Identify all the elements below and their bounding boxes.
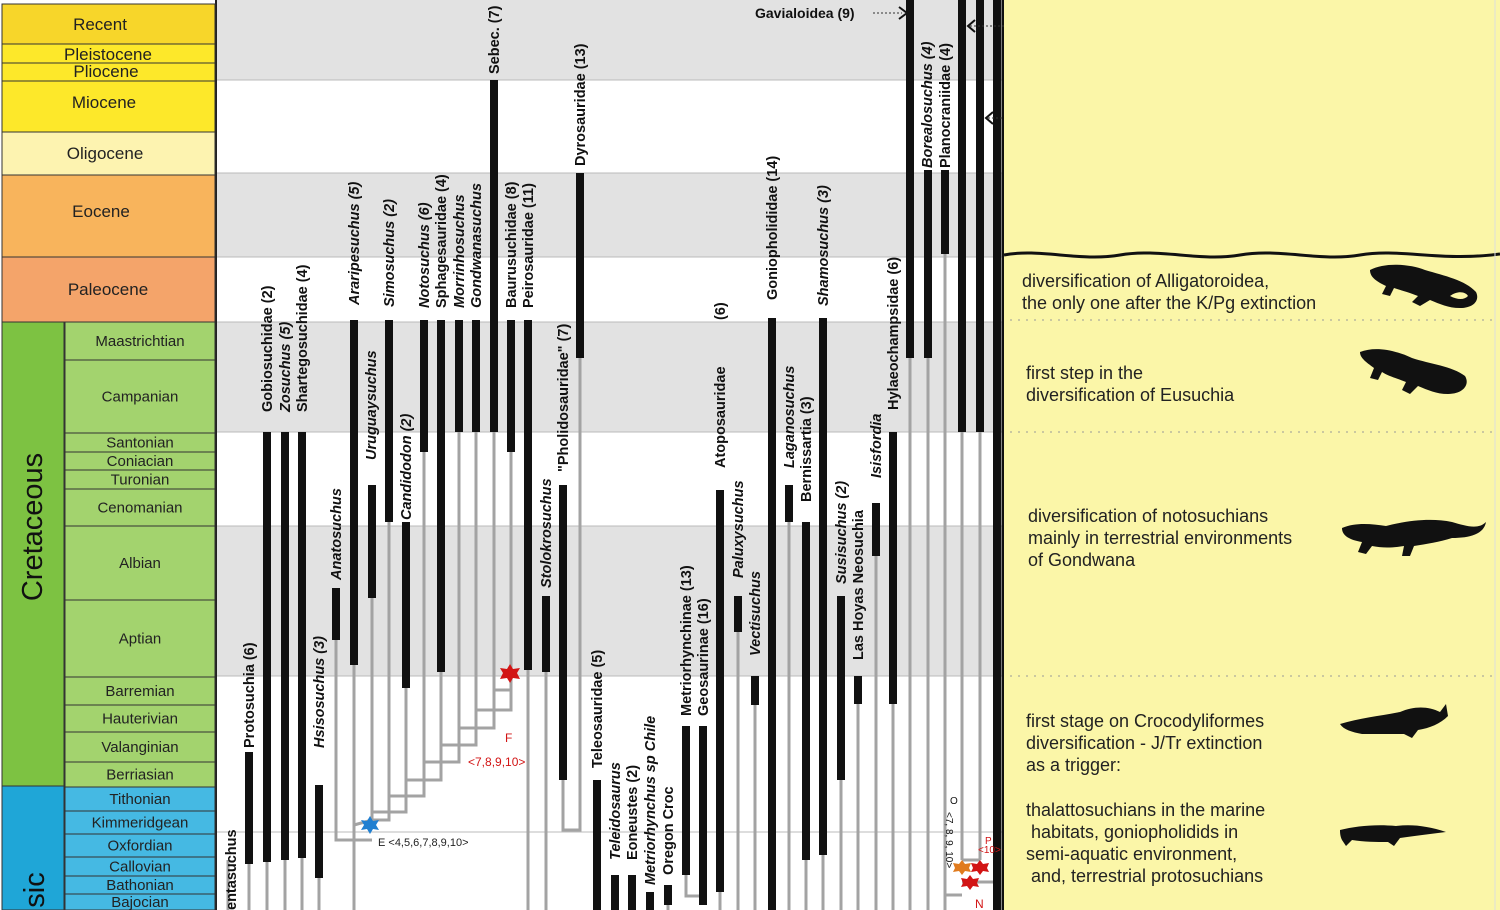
taxon-label: Baurusuchidae (8) xyxy=(504,181,520,308)
taxon-range-bar xyxy=(455,320,463,432)
note-line: habitats, goniopholidids in xyxy=(1026,822,1239,842)
taxon-range-bar xyxy=(542,596,550,672)
taxon-label: Candidodon (2) xyxy=(399,413,415,520)
stage-label: Cenomanian xyxy=(97,499,183,517)
taxon-label: Protosuchia (6) xyxy=(242,642,258,748)
taxon-label: entasuchus xyxy=(224,829,240,910)
taxon-label: Peirosauridae (11) xyxy=(521,183,537,308)
taxon-range-bar xyxy=(837,596,845,780)
stage-label: Valanginian xyxy=(101,739,179,756)
stage-label: Bajocian xyxy=(111,894,169,910)
taxon-label: Zosuchus (5) xyxy=(278,321,294,412)
taxon-label: Uruguaysuchus xyxy=(364,350,380,460)
period-label-jurassic: sic xyxy=(19,872,51,908)
taxon-range-bar xyxy=(768,318,776,910)
taxon-range-bar xyxy=(716,490,724,892)
taxon-range-bar xyxy=(664,885,672,905)
note-line: diversification of Alligatoroidea, xyxy=(1022,271,1270,291)
note-line: semi-aquatic environment, xyxy=(1026,844,1238,864)
taxon-label: (6) xyxy=(713,302,729,320)
taxon-range-bar xyxy=(941,170,949,254)
epoch-label: Oligocene xyxy=(66,144,144,163)
taxon-label: Notosuchus (6) xyxy=(417,202,433,308)
taxon-label: Bernissartia (3) xyxy=(799,396,815,502)
taxon-range-bar xyxy=(628,875,636,910)
taxon-label: Isisfordia xyxy=(869,413,885,478)
taxon-range-bar xyxy=(976,0,984,432)
taxon-range-bar xyxy=(490,80,498,432)
taxon-label: Oregon Croc xyxy=(661,786,677,875)
taxon-label: Shartegosuchidae (4) xyxy=(295,264,311,412)
taxon-range-bar xyxy=(802,522,810,860)
epoch-label: Recent xyxy=(73,15,127,34)
note-line: first step in the xyxy=(1026,363,1144,383)
taxon-range-bar xyxy=(402,522,410,688)
stage-label: Maastrichtian xyxy=(95,333,185,350)
node-label-n: N xyxy=(975,897,984,910)
stage-label: Coniacian xyxy=(106,453,174,470)
stage-label: Bathonian xyxy=(106,877,174,894)
taxon-range-bar xyxy=(420,320,428,452)
taxon-range-bar xyxy=(350,320,358,665)
taxon-range-bar xyxy=(472,320,480,432)
taxon-label: Metriorhynchinae (13) xyxy=(679,565,695,716)
epoch-label: Pliocene xyxy=(73,62,139,81)
stage-label: Albian xyxy=(119,555,161,572)
taxon-range-bar xyxy=(646,892,654,910)
note-line: thalattosuchians in the marine xyxy=(1026,800,1266,820)
taxon-range-bar xyxy=(785,485,793,522)
note-line: diversification - J/Tr extinction xyxy=(1026,733,1263,753)
note-line: diversification of Eusuchia xyxy=(1026,385,1235,405)
taxon-label: Geosaurinae (16) xyxy=(696,598,712,716)
taxon-range-bar xyxy=(263,432,271,862)
taxon-range-bar xyxy=(958,0,966,432)
stage-label: Oxfordian xyxy=(107,837,173,855)
taxon-range-bar xyxy=(245,752,253,864)
stage-label: Campanian xyxy=(101,388,179,406)
taxon-label: Hsisosuchus (3) xyxy=(312,636,328,748)
taxon-label: Las Hoyas Neosuchia xyxy=(851,510,867,660)
taxon-range-bar xyxy=(906,0,914,358)
taxon-range-bar xyxy=(854,676,862,704)
stage-label: Kimmeridgean xyxy=(91,814,189,832)
note-line: as a trigger: xyxy=(1026,755,1122,775)
taxon-label: Vectisuchus xyxy=(748,571,764,656)
stage-label: Turonian xyxy=(110,471,170,489)
taxon-range-bar xyxy=(298,432,306,858)
node-label-f-list: <7,8,9,10> xyxy=(468,755,526,769)
epoch-label: Eocene xyxy=(72,202,130,221)
taxon-label: Morrinhosuchus xyxy=(452,194,468,308)
taxon-label: Laganosuchus xyxy=(782,365,798,468)
stage-label: Tithonian xyxy=(109,791,171,808)
taxon-label: Gondwanasuchus xyxy=(469,183,485,308)
taxon-range-bar xyxy=(699,726,707,905)
epoch-label: Pleistocene xyxy=(64,45,152,64)
epoch-label: Paleocene xyxy=(67,280,149,299)
taxon-range-bar xyxy=(385,320,393,522)
taxon-label: Hylaeochampsidae (6) xyxy=(886,256,902,410)
taxon-label: Paluxysuchus xyxy=(731,480,747,578)
taxon-label: Teleidosaurus xyxy=(608,762,624,860)
taxon-range-bar xyxy=(611,875,619,910)
taxon-label: Shamosuchus (3) xyxy=(816,185,832,306)
taxon-label: Dyrosauridae (13) xyxy=(573,43,589,166)
stage-label: Aptian xyxy=(118,630,162,648)
epoch-label: Miocene xyxy=(71,93,137,112)
taxon-range-bar xyxy=(819,318,827,855)
stage-label: Hauterivian xyxy=(102,710,178,728)
node-label-e: E <4,5,6,7,8,9,10> xyxy=(378,837,469,849)
node-label-f: F xyxy=(505,731,513,745)
taxon-label: Sphagesauridae (4) xyxy=(434,174,450,308)
taxon-range-bar xyxy=(593,780,601,910)
taxon-range-bar xyxy=(437,320,445,672)
taxon-range-bar xyxy=(751,676,759,705)
note-line: mainly in terrestrial environments xyxy=(1028,528,1293,548)
taxon-range-bar xyxy=(576,173,584,358)
taxon-label: Planocraniidae (4) xyxy=(938,43,954,168)
annotation-panel xyxy=(1004,0,1500,910)
taxon-range-bar xyxy=(507,320,515,452)
period-label-cretaceous: Cretaceous xyxy=(17,452,49,602)
stage-label: Callovian xyxy=(109,858,171,876)
taxon-label: Stolokrosuchus xyxy=(539,478,555,588)
taxon-label: Metriorhynchus sp Chile xyxy=(643,715,659,885)
note-line: diversification of notosuchians xyxy=(1028,506,1269,526)
taxon-label: Susisuchus (2) xyxy=(834,480,850,584)
taxon-range-bar xyxy=(924,170,932,358)
taxon-range-bar xyxy=(559,485,567,780)
stage-boxes xyxy=(65,322,215,910)
node-label-p: P xyxy=(985,836,992,847)
note-line: first stage on Crocodyliformes xyxy=(1026,711,1265,731)
stage-label: Santonian xyxy=(106,434,174,452)
taxon-label: Borealosuchus (4) xyxy=(920,41,936,168)
node-label-p-list: <10> xyxy=(978,845,1001,856)
taxon-range-bar xyxy=(315,785,323,878)
note-line: of Gondwana xyxy=(1028,550,1136,570)
taxon-range-bar xyxy=(682,726,690,875)
taxon-label: Araripesuchus (5) xyxy=(347,181,363,305)
taxon-range-bar xyxy=(368,485,376,598)
stage-label: Berriasian xyxy=(106,766,174,784)
taxon-label: Eoneustes (2) xyxy=(625,764,641,860)
taxon-label: Simosuchus (2) xyxy=(382,199,398,307)
taxon-range-bar xyxy=(889,432,897,704)
taxon-range-bar xyxy=(281,432,289,860)
note-line: the only one after the K/Pg extinction xyxy=(1022,293,1317,313)
note-line: and, terrestrial protosuchians xyxy=(1026,866,1264,886)
taxon-label: "Pholidosauridae" (7) xyxy=(556,323,572,472)
taxon-label: Gobiosuchidae (2) xyxy=(260,285,276,412)
taxon-label: Goniopholididae (14) xyxy=(765,155,781,300)
stage-label: Barremian xyxy=(105,683,175,700)
callout-gavialoidea: Gavialoidea (9) xyxy=(755,5,855,21)
taxon-label: Sebec. (7) xyxy=(487,5,503,74)
taxon-label: Anatosuchus xyxy=(329,488,345,580)
taxon-label: Teleosauridae (5) xyxy=(590,649,606,768)
node-label-o: O xyxy=(950,796,958,807)
taxon-range-bar xyxy=(993,0,1001,910)
taxon-range-bar xyxy=(734,596,742,632)
taxon-range-bar xyxy=(332,588,340,640)
taxon-range-bar xyxy=(524,320,532,670)
taxon-label: Atoposauridae xyxy=(713,366,729,468)
node-label-o-list: <7, 8, 9, 10> xyxy=(943,812,954,869)
taxon-range-bar xyxy=(872,503,880,556)
